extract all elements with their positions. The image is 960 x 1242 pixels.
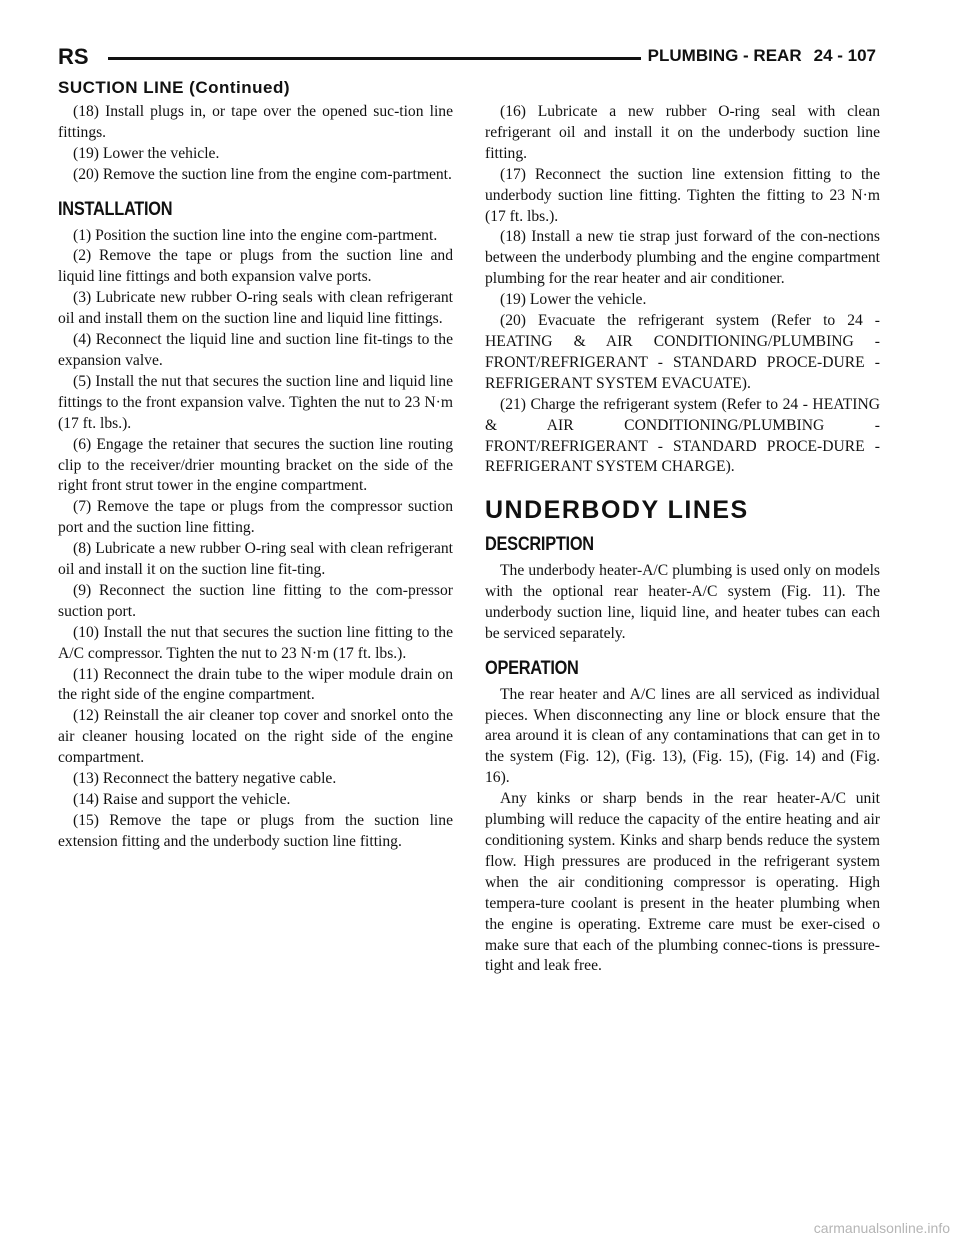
step: (21) Charge the refrigerant system (Refer to 24 - HEATING & AIR CONDITIONING/PLUMBING - FRONT/REFRIGERANT - STANDARD PROCE-DURE - REFRIGERANT SYSTEM CHARGE). xyxy=(485,395,880,476)
step: (8) Lubricate a new rubber O-ring seal with clean refrigerant oil and install it on the suction line fit-ting. xyxy=(58,540,453,579)
operation-heading: OPERATION xyxy=(485,657,579,679)
step: (16) Lubricate a new rubber O-ring seal with clean refrigerant oil and install it on the underbody suction line fitting. xyxy=(485,103,880,162)
installation-heading: INSTALLATION xyxy=(58,198,173,220)
paragraph: (20) Remove the suction line from the engine com-partment. xyxy=(73,165,452,183)
left-column xyxy=(58,102,453,853)
description-heading: DESCRIPTION xyxy=(485,534,594,556)
step: (14) Raise and support the vehicle. xyxy=(73,791,291,808)
paragraph: (19) Lower the vehicle. xyxy=(73,144,220,162)
step: (2) Remove the tape or plugs from the suction line and liquid line fittings and both expansion valve ports. xyxy=(58,247,453,286)
step: (11) Reconnect the drain tube to the wiper module drain on the right side of the engine compartment. xyxy=(58,665,453,704)
continued-heading: SUCTION LINE (Continued) xyxy=(58,78,291,97)
step: (5) Install the nut that secures the suction line and liquid line fittings to the front expansion valve. Tighten the nut to 23 N·m (17 ft. lbs.). xyxy=(58,372,453,432)
paragraph: The rear heater and A/C lines are all serviced as individual pieces. When disconnecting any line or block ensure that the area around it is clean of any contaminations that can get in to the system (Fig. 12), (Fig. 13), (Fig. 15), (Fig. 14) and (Fig. 16). xyxy=(485,685,880,787)
step: (12) Reinstall the air cleaner top cover and snorkel onto the air cleaner housing located on the right side of the engine compartment. xyxy=(58,707,453,767)
step: (1) Position the suction line into the engine com-partment. xyxy=(73,226,438,244)
paragraph: The underbody heater-A/C plumbing is used only on models with the optional rear heater-A/C system (Fig. 11). The underbody suction line, liquid line, and heater tubes can each be serviced separately. xyxy=(485,562,880,642)
step: (7) Remove the tape or plugs from the compressor suction port and the suction line fitting. xyxy=(58,498,453,537)
step: (9) Reconnect the suction line fitting to the com-pressor suction port. xyxy=(58,581,453,620)
header-title-group xyxy=(648,46,876,66)
step: (10) Install the nut that secures the suction line fitting to the A/C compressor. Tighten the nut to 23 N·m (17 ft. lbs.). xyxy=(58,623,453,662)
step: (17) Reconnect the suction line extension fitting to the underbody suction line fitting. Tighten the fitting to 23 N·m (17 ft. lbs.). xyxy=(485,165,880,225)
header-title: PLUMBING - REAR xyxy=(647,46,802,65)
paragraph: (18) Install plugs in, or tape over the opened suc-tion line fittings. xyxy=(58,103,453,141)
step: (3) Lubricate new rubber O-ring seals with clean refrigerant oil and install them on the suction line and liquid line fittings. xyxy=(58,289,453,328)
step: (4) Reconnect the liquid line and suction line fit-tings to the expansion valve. xyxy=(58,331,453,369)
step: (13) Reconnect the battery negative cable. xyxy=(73,770,337,788)
step: (15) Remove the tape or plugs from the suction line extension fitting and the underbody suction line fitting. xyxy=(58,811,453,850)
page-number: 24 - 107 xyxy=(813,46,876,65)
footer-watermark: carmanualsonline.info xyxy=(813,1220,950,1236)
header-section-code: RS xyxy=(58,44,89,69)
step: (19) Lower the vehicle. xyxy=(500,291,647,309)
page-header xyxy=(58,44,876,74)
step: (20) Evacuate the refrigerant system (Refer to 24 - HEATING & AIR CONDITIONING/PLUMBING - FRONT/REFRIGERANT - STANDARD PROCE-DURE - REFRIGERANT SYSTEM EVACUATE). xyxy=(485,312,880,392)
right-column xyxy=(485,102,880,977)
step: (6) Engage the retainer that secures the suction line routing clip to the receiver/drier mounting bracket on the side of the right front strut tower in the engine compartment. xyxy=(58,435,453,495)
paragraph: Any kinks or sharp bends in the rear heater-A/C unit plumbing will reduce the capacity of the entire heating and air conditioning system. Kinks and sharp bends reduce the system flow. High pressures are produced in the refrigerant system when the air conditioning compressor is operating. High tempera-ture coolant is present in the heater plumbing when the engine is operating. Extreme care must be exer-cised o make sure that each of the plumbing connec-tions is pressure-tight and leak free. xyxy=(485,790,880,975)
step: (18) Install a new tie strap just forward of the con-nections between the underbody plumbing and the engine compartment plumbing for the rear heater and air conditioner. xyxy=(485,228,880,288)
header-rule xyxy=(108,57,641,60)
section-title: UNDERBODY LINES xyxy=(485,496,749,525)
